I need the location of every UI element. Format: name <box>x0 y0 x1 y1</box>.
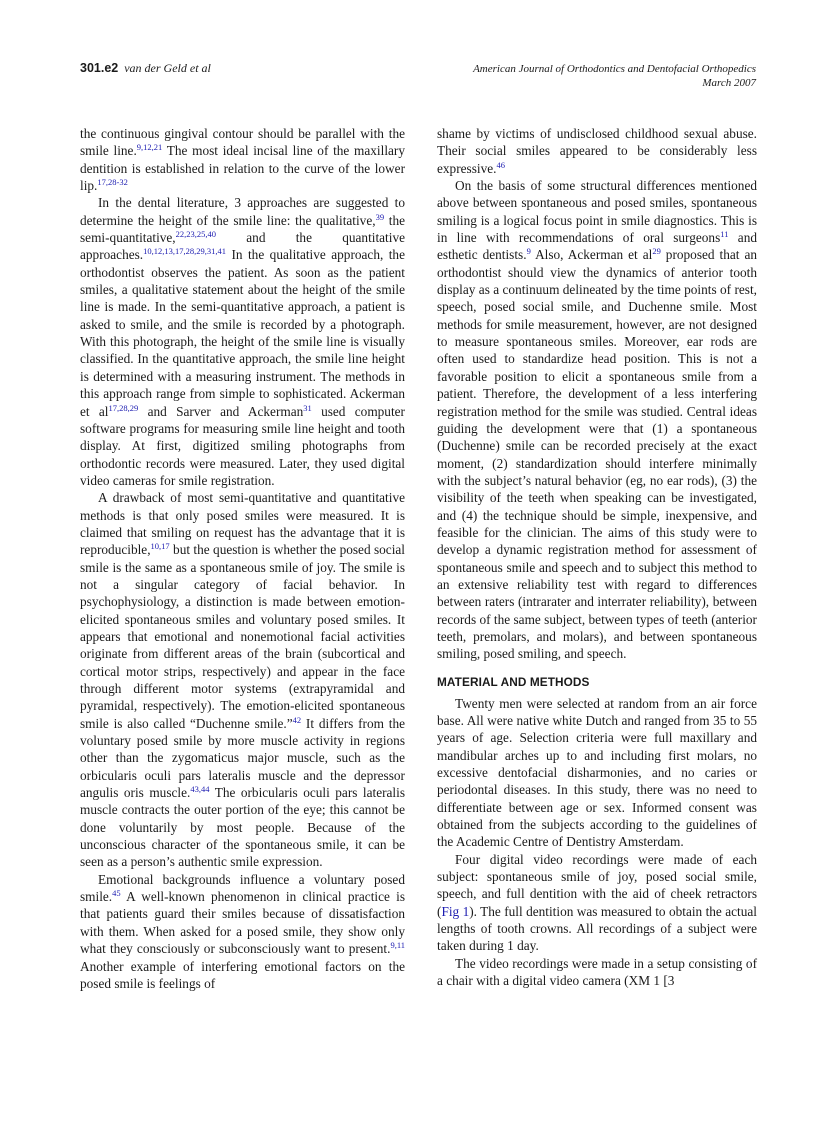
paragraph <box>80 125 405 194</box>
citation-link[interactable]: 10,17 <box>150 541 170 552</box>
citation-link[interactable]: 9 <box>526 246 531 257</box>
right-column <box>437 125 757 990</box>
text: In the dental literature, 3 approaches are suggested to determine the height of the smile line: the qualitative, <box>80 195 405 228</box>
text: Four digital video recordings were made of each subject: spontaneous smile of joy, posed social smile, speech, and full dentition with the aid of cheek retractors ( <box>437 851 757 919</box>
text: but the question is whether the posed social smile is the same as a spontaneous smile of joy. The smile is not a singular category of facial behavior. In psychophysiology, a distinction is made between emotion-elicited spontaneous smiles and voluntary posed smiles. It appears that emotional and nonemotional facial activities originate from different areas of the brain (subcortical and cortical motor strips, respectively) and appear in the face through different motor systems (extrapyramidal and pyramidal, respectively). The emotion-elicited spontaneous smile is also called “Duchenne smile.” <box>80 542 405 731</box>
text: used computer software programs for measuring smile line height and tooth display. At first, digitized smiling photographs from orthodontic records were measured. Later, they used digital video cameras for smile registration. <box>80 403 405 488</box>
text: the semi-quantitative, <box>80 212 405 246</box>
paragraph <box>80 489 405 871</box>
text: Also, Ackerman et al <box>530 247 653 263</box>
citation-link[interactable]: 22,23,25,40 <box>175 229 217 240</box>
citation-link[interactable]: 46 <box>496 159 505 170</box>
citation-link[interactable]: 39 <box>375 211 385 222</box>
text: Another example of interfering emotional factors on the posed smile is feelings of <box>80 958 405 991</box>
page-number: 301.e2 <box>80 61 119 75</box>
left-column <box>80 125 405 992</box>
citation-link[interactable]: 17,28,29 <box>108 402 139 413</box>
issue-date: March 2007 <box>702 77 756 89</box>
text: A well-known phenomenon in clinical practice is that patients guard their smiles because of dissatisfaction with them. When asked for a posed smile, they show only what they consciously or subconsciously want to present. <box>80 889 405 957</box>
text: It differs from the voluntary posed smile by more muscle activity in regions other than the zygomaticus major muscle, such as the orbicularis oculi pars lateralis muscle and the depressor angulis oris muscle. <box>80 715 405 801</box>
text: the continuous gingival contour should be parallel with the smile line. <box>80 126 405 159</box>
citation-link[interactable]: 31 <box>303 402 312 413</box>
text: The most ideal incisal line of the maxillary dentition is established in relation to the curve of the lower lip. <box>80 143 405 194</box>
paragraph <box>437 955 757 990</box>
text: The video recordings were made in a setup consisting of a chair with a digital video camera (XM 1 [3 <box>437 955 757 989</box>
text: and Sarver and Ackerman <box>138 403 304 419</box>
journal-title: American Journal of Orthodontics and Dentofacial Orthopedics <box>473 63 756 75</box>
text: The orbicularis oculi pars lateralis muscle contracts the outer portion of the eye; this cannot be done voluntarily by most people. Because of the unconscious character of the spontaneous smile, it can be seen as a person’s authentic smile expression. <box>80 785 405 870</box>
citation-link[interactable]: 42 <box>292 714 302 725</box>
paragraph <box>437 851 757 955</box>
section-heading: MATERIAL AND METHODS <box>437 674 590 689</box>
text: Emotional backgrounds influence a voluntary posed smile. <box>80 871 405 905</box>
text: On the basis of some structural differences mentioned above between spontaneous and posed smiles, spontaneous smiling is a logical focus point in smile diagnostics. This is in line with recommendations of oral surgeons <box>437 178 757 246</box>
text: A drawback of most semi-quantitative and quantitative methods is that only posed smiles were measured. It is claimed that smiling on request has the advantage that it is reproducible, <box>80 490 405 558</box>
text: In the qualitative approach, the orthodontist observes the patient. As soon as the patient smiles, a qualitative statement about the height of the smile line is made. In the semi-quantitative approach, a patient is asked to smile, and the smile is recorded by a photograph. With this photograph, the height of the smile line is visually classified. In the quantitative approach, the smile line height is determined with a measuring instrument. The methods in this approach range from simple to sophisticated. Ackerman et al <box>80 247 405 419</box>
paragraph <box>80 194 405 489</box>
text: and the quantitative approaches. <box>80 230 405 263</box>
text: proposed that an orthodontist should view the dynamics of anterior tooth display as a continuum delineated by the time points of rest, speech, posed social smile, and Duchenne smile. Most methods for smile measurement, however, are not designed to measure spontaneous smiles. Moreover, ear rods are often used to standardize head position. This is not a favorable position to elicit a spontaneous smile from a patient. Therefore, the development of a less interfering registration method for the smile was studied. Central ideas guiding the development were that (1) a spontaneous (Duchenne) smile can be recorded precisely at the exact moment, (2) standardization should interfere minimally with the subject’s natural behavior (eg, no ear rods), (3) the visibility of the teeth when speaking can be investigated, and (4) the technique should be simple, inexpensive, and feasible for the clinician. The aims of this study were to develop a dynamic registration method for assessment of spontaneous smile and speech and to subject this method to an extensive reliability test with regard to differences between raters (intrarater and interrater reliability), between records of the same subject, between types of teeth (anterior teeth, premolars, and molars), and between spontaneous smiling, posed smiling, and speech. <box>437 247 758 662</box>
citation-link[interactable]: 10,12,13,17,28,29,31,41 <box>143 246 227 257</box>
running-authors: van der Geld et al <box>124 61 211 75</box>
figure-link[interactable]: Fig 1 <box>441 903 470 919</box>
text: and esthetic dentists. <box>437 230 757 263</box>
citation-link[interactable]: 43,44 <box>190 784 210 795</box>
paragraph <box>437 695 757 851</box>
paragraph <box>437 177 757 663</box>
running-header-left <box>80 61 211 76</box>
citation-link[interactable]: 45 <box>112 888 121 899</box>
running-header-right <box>473 62 756 90</box>
text: ). The full dentition was measured to obtain the actual lengths of tooth crowns. All recordings of a subject were taken during 1 day. <box>437 903 757 954</box>
paragraph <box>80 871 405 992</box>
citation-link[interactable]: 9,12,21 <box>136 142 163 153</box>
citation-link[interactable]: 9,11 <box>390 940 405 951</box>
citation-link[interactable]: 11 <box>720 229 729 240</box>
text: shame by victims of undisclosed childhood sexual abuse. Their social smiles appeared to be considerably less expressive. <box>437 126 757 176</box>
paragraph <box>437 125 757 177</box>
text: Twenty men were selected at random from an air force base. All were native white Dutch and ranged from 35 to 55 years of age. Selection criteria were full maxillary and mandibular arches up to and including first molars, no excessive dentofacial disharmonies, and no caries or periodontal diseases. In this study, there was no need to differentiate between age or sex. Informed consent was obtained from the subjects according to the guidelines of the Academic Centre of Dentistry Amsterdam. <box>437 695 757 850</box>
citation-link[interactable]: 29 <box>652 246 661 257</box>
citation-link[interactable]: 17,28-32 <box>97 177 128 188</box>
